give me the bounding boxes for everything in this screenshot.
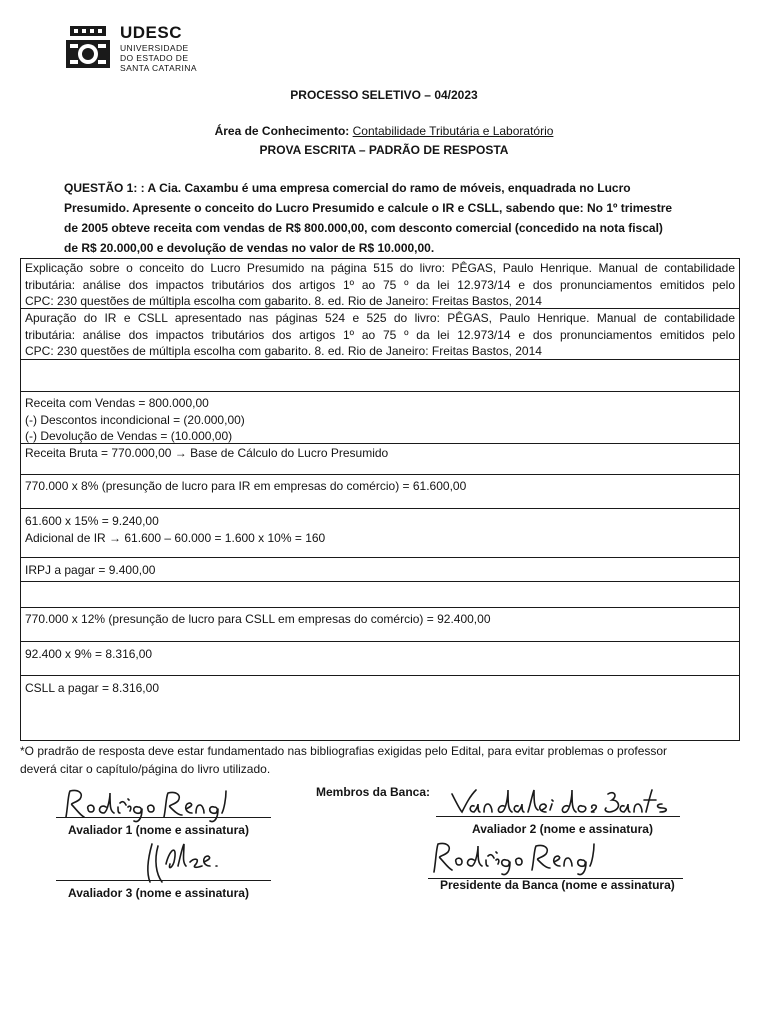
- answer-line: tributária: análise dos impactos tributários dos artigos 1º ao 75 º da lei 12.973/14 e dos pronunciamentos emitidos pelo: [25, 327, 735, 342]
- answer-row: [20, 607, 740, 642]
- presidente-label: Presidente da Banca (nome e assinatura): [440, 878, 675, 892]
- avaliador-3-label: Avaliador 3 (nome e assinatura): [68, 886, 249, 900]
- question-text: [64, 178, 714, 258]
- answer-line: (-) Devolução de Vendas = (10.000,00): [25, 429, 233, 443]
- knowledge-area: [0, 124, 768, 138]
- udesc-emblem-icon: [64, 22, 112, 72]
- answer-line: Adicional de IR → 61.600 – 60.000 = 1.600 x 10% = 160: [25, 530, 326, 545]
- answer-line: CPC: 230 questões de múltipla escolha com gabarito. 8. ed. Rio de Janeiro: Freitas Bastos, 2014: [25, 344, 542, 358]
- signature-avaliador-1: [58, 785, 238, 825]
- signature-presidente: [426, 838, 606, 880]
- answer-line: Explicação sobre o conceito do Lucro Presumido na página 515 do livro: PÊGAS, Paulo Henrique. Manual de contabilidade: [25, 261, 735, 275]
- answer-row-empty: [20, 581, 740, 608]
- signature-line: [56, 817, 271, 818]
- answer-line: Apuração do IR e CSLL apresentado nas páginas 524 e 525 do livro: PÊGAS, Paulo Henrique. Manual de contabilidade: [25, 311, 735, 325]
- answer-line: Receita com Vendas = 800.000,00: [25, 396, 209, 410]
- logo-line: DO ESTADO DE: [120, 53, 189, 63]
- footer-note-line: *O pradrão de resposta deve estar fundamentado nas bibliografias exigidas pelo Edital, para evitar problemas o professor: [20, 744, 668, 758]
- udesc-logo: [64, 22, 214, 74]
- logo-name: UDESC: [120, 23, 183, 42]
- question-line: QUESTÃO 1: : A Cia. Caxambu é uma empresa comercial do ramo de móveis, enquadrada no Lucro: [64, 181, 631, 195]
- signature-avaliador-2: [448, 786, 673, 818]
- answer-row: [20, 641, 740, 676]
- answer-line: tributária: análise dos impactos tributários dos artigos 1º ao 75 º da lei 12.973/14 e dos pronunciamentos emitidos pelo: [25, 277, 735, 292]
- signature-line: [436, 816, 680, 817]
- answer-line: IRPJ a pagar = 9.400,00: [25, 563, 156, 577]
- answer-line: 61.600 x 15% = 9.240,00: [25, 514, 159, 528]
- answer-line: (-) Descontos incondicional = (20.000,00): [25, 412, 245, 427]
- answer-line: 770.000 x 12% (presunção de lucro para CSLL em empresas do comércio) = 92.400,00: [25, 612, 491, 626]
- avaliador-2-label: Avaliador 2 (nome e assinatura): [472, 822, 653, 836]
- answer-row: [20, 391, 740, 444]
- board-members-label: Membros da Banca:: [316, 785, 431, 799]
- answer-line: Receita Bruta = 770.000,00 → Base de Cálculo do Lucro Presumido: [25, 446, 389, 460]
- knowledge-area-value: Contabilidade Tributária e Laboratório: [352, 124, 554, 138]
- footer-note: [20, 742, 750, 778]
- knowledge-area-label: Área de Conhecimento:: [214, 124, 350, 138]
- exam-title: PROVA ESCRITA – PADRÃO DE RESPOSTA: [259, 143, 509, 157]
- question-line: de R$ 20.000,00 e devolução de vendas no valor de R$ 10.000,00.: [64, 241, 435, 255]
- process-title: PROCESSO SELETIVO – 04/2023: [290, 88, 478, 102]
- answer-row: [20, 474, 740, 509]
- answer-row: [20, 675, 740, 741]
- answer-line: CSLL a pagar = 8.316,00: [25, 681, 159, 695]
- answer-row: [20, 443, 740, 475]
- answer-row: [20, 508, 740, 558]
- answer-row: [20, 557, 740, 582]
- avaliador-1-label: Avaliador 1 (nome e assinatura): [68, 823, 249, 837]
- answer-row: [20, 258, 740, 309]
- logo-line: UNIVERSIDADE: [120, 43, 189, 53]
- question-line: de 2005 obteve receita com vendas de R$ 800.000,00, com desconto comercial (concedido na nota fiscal): [64, 221, 663, 235]
- question-line: Presumido. Apresente o conceito do Lucro Presumido e calcule o IR e CSLL, sabendo que: No 1º trimestre: [64, 201, 673, 215]
- answer-line: CPC: 230 questões de múltipla escolha com gabarito. 8. ed. Rio de Janeiro: Freitas Bastos, 2014: [25, 294, 542, 308]
- footer-note-line: deverá citar o capítulo/página do livro utilizado.: [20, 762, 271, 776]
- answer-row: [20, 308, 740, 360]
- signature-avaliador-3: [138, 838, 228, 886]
- logo-line: SANTA CATARINA: [120, 63, 197, 73]
- answer-line: 770.000 x 8% (presunção de lucro para IR em empresas do comércio) = 61.600,00: [25, 479, 467, 493]
- answer-row-empty: [20, 359, 740, 392]
- answer-line: 92.400 x 9% = 8.316,00: [25, 647, 153, 661]
- signature-line: [56, 880, 271, 881]
